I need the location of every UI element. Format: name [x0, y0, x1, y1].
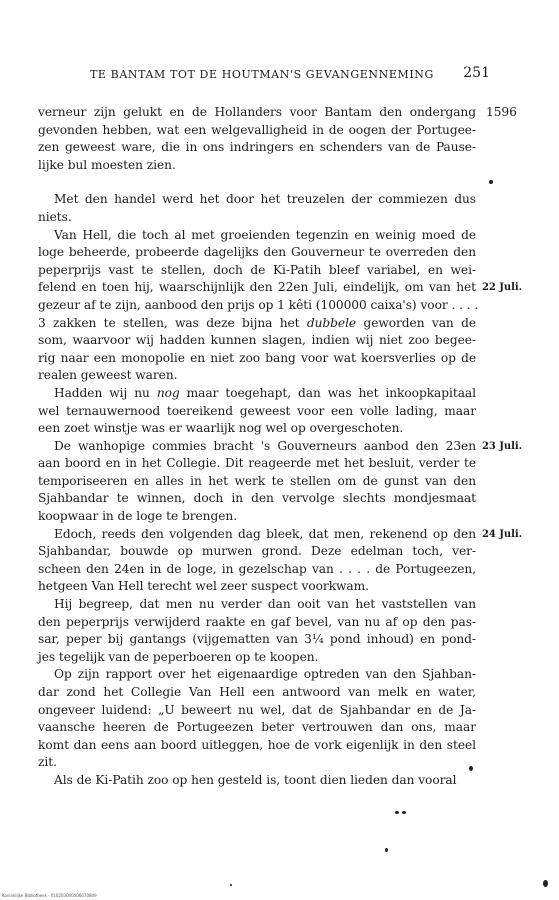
text-line: Sjahbandar te winnen, doch in den vervolge slechts mondjesmaat: [38, 491, 476, 506]
text-line: Sjahbandar, bouwde op murwen grond. Deze edelman toch, ver-: [38, 544, 476, 559]
scan-speck: [402, 811, 406, 814]
text-line: scheen den 24en in de loge, in gezelschap van . . . . de Portugeezen,: [38, 561, 476, 576]
text-line: den peperprijs verwijderd raakte en gaf bevel, van nu af op den pas-: [38, 614, 476, 629]
text-line: zit.: [38, 755, 57, 770]
page-number: 251: [463, 65, 490, 81]
text-line: som, waarvoor wij hadden kunnen slagen, indien wij niet zoo begee-: [38, 333, 476, 348]
text-line: lijke bul moesten zien.: [38, 157, 176, 172]
paragraph-gap: [38, 174, 476, 191]
text-line: realen geweest waren.: [38, 368, 178, 383]
scan-footer-id: Koninklijke Bibliotheek · 010203040506070809: [2, 893, 97, 898]
margin-note-date: 23 Juli.: [482, 440, 523, 452]
text-line: Hij begreep, dat men nu verder dan ooit van het vaststellen van: [54, 597, 476, 612]
text-line: een zoet winstje was er waarlijk nog wel op overgeschoten.: [38, 421, 404, 436]
text-line: Hadden wij nu nog maar toegehapt, dan was het inkoopkapitaal: [54, 385, 477, 400]
scan-speck: [469, 766, 473, 771]
emphasis-text: dubbele: [306, 315, 357, 330]
text-line: Van Hell, die toch al met groeienden tegenzin en weinig moed de: [54, 227, 476, 242]
text-line: felend en toen hij, waarschijnlijk den 22en Juli, eindelijk, om van het 22 Juli.: [38, 279, 476, 297]
body-text: [38, 104, 523, 790]
text-line: Edoch, reeds den volgenden dag bleek, dat men, rekenend op den 24 Juli.: [38, 526, 476, 544]
text-line: sar, peper bij gantangs (vijgematten van 3¼ pond inhoud) en pond-: [38, 632, 476, 647]
text-line: gezeur af te zijn, aanbood den prijs op 1 kêti (100000 caixa's) voor . . . .: [38, 297, 479, 312]
text-line: zen geweest ware, die in ons indringers en schenders van de Pause-: [38, 140, 476, 155]
text-line: temporiseeren en alles in het werk te stellen om de gunst van den: [38, 473, 476, 488]
text-line: ongeveer luidend: „U beweert nu wel, dat de Sjahbandar en de Ja-: [38, 702, 476, 717]
text-line: rig naar een monopolie en niet zoo bang voor wat koersverlies op de: [38, 350, 476, 365]
text-line: aan boord en in het Collegie. Dit reageerde met het besluit, verder te: [38, 456, 476, 471]
text-line: komt dan eens aan boord uitleggen, hoe de vork eigenlijk in den steel: [38, 737, 476, 752]
header-title: TE BANTAM TOT DE HOUTMAN'S GEVANGENNEMING: [90, 68, 434, 81]
text-line: verneur zijn gelukt en de Hollanders voor Bantam den ondergang 1596: [38, 104, 476, 122]
text-line: De wanhopige commies bracht 's Gouverneurs aanbod den 23en 23 Juli.: [38, 438, 476, 456]
text-line: Als de Ki-Patih zoo op hen gesteld is, toont dien lieden dan vooral: [54, 772, 457, 787]
text-line: gevonden hebben, wat een welgevalligheid in de oogen der Portugee-: [38, 122, 476, 137]
text-line: jes tegelijk van de peperboeren op te koopen.: [38, 649, 319, 664]
text-line: dar zond het Collegie Van Hell een antwoord van melk en water,: [38, 685, 476, 699]
text-line: Met den handel werd het door het treuzelen der commiezen dus: [54, 192, 476, 207]
margin-note-year: 1596: [486, 105, 517, 119]
text-line: wel ternauwernood toereikend geweest voor een volle lading, maar: [38, 403, 476, 418]
text-line: koopwaar in de loge te brengen.: [38, 509, 238, 524]
text-line: peperprijs vast te stellen, doch de Ki-Patih bleef variabel, en wei-: [38, 262, 476, 277]
scan-speck: [489, 180, 493, 184]
margin-note-date: 22 Juli.: [482, 282, 523, 294]
scan-speck: [385, 848, 388, 852]
text-line: 3 zakken te stellen, was deze bijna het dubbele geworden van de: [38, 315, 476, 330]
emphasis-text: nog: [156, 385, 180, 400]
text-line: vaansche heeren de Portugeezen beter vertrouwen dan ons, maar: [38, 720, 476, 735]
running-header: [90, 65, 490, 84]
margin-note-date: 24 Juli.: [482, 528, 523, 540]
text-line: hetgeen Van Hell terecht wel zeer suspect voorkwam.: [38, 579, 369, 594]
text-line: Op zijn rapport over het eigenaardige optreden van den Sjahban-: [54, 667, 476, 682]
scan-speck: [543, 880, 548, 887]
scan-speck: [395, 811, 399, 814]
text-line: loge beheerde, probeerde dagelijks den Gouverneur te overreden den: [38, 245, 476, 260]
text-line: niets.: [38, 209, 72, 224]
scan-speck: [230, 884, 232, 886]
